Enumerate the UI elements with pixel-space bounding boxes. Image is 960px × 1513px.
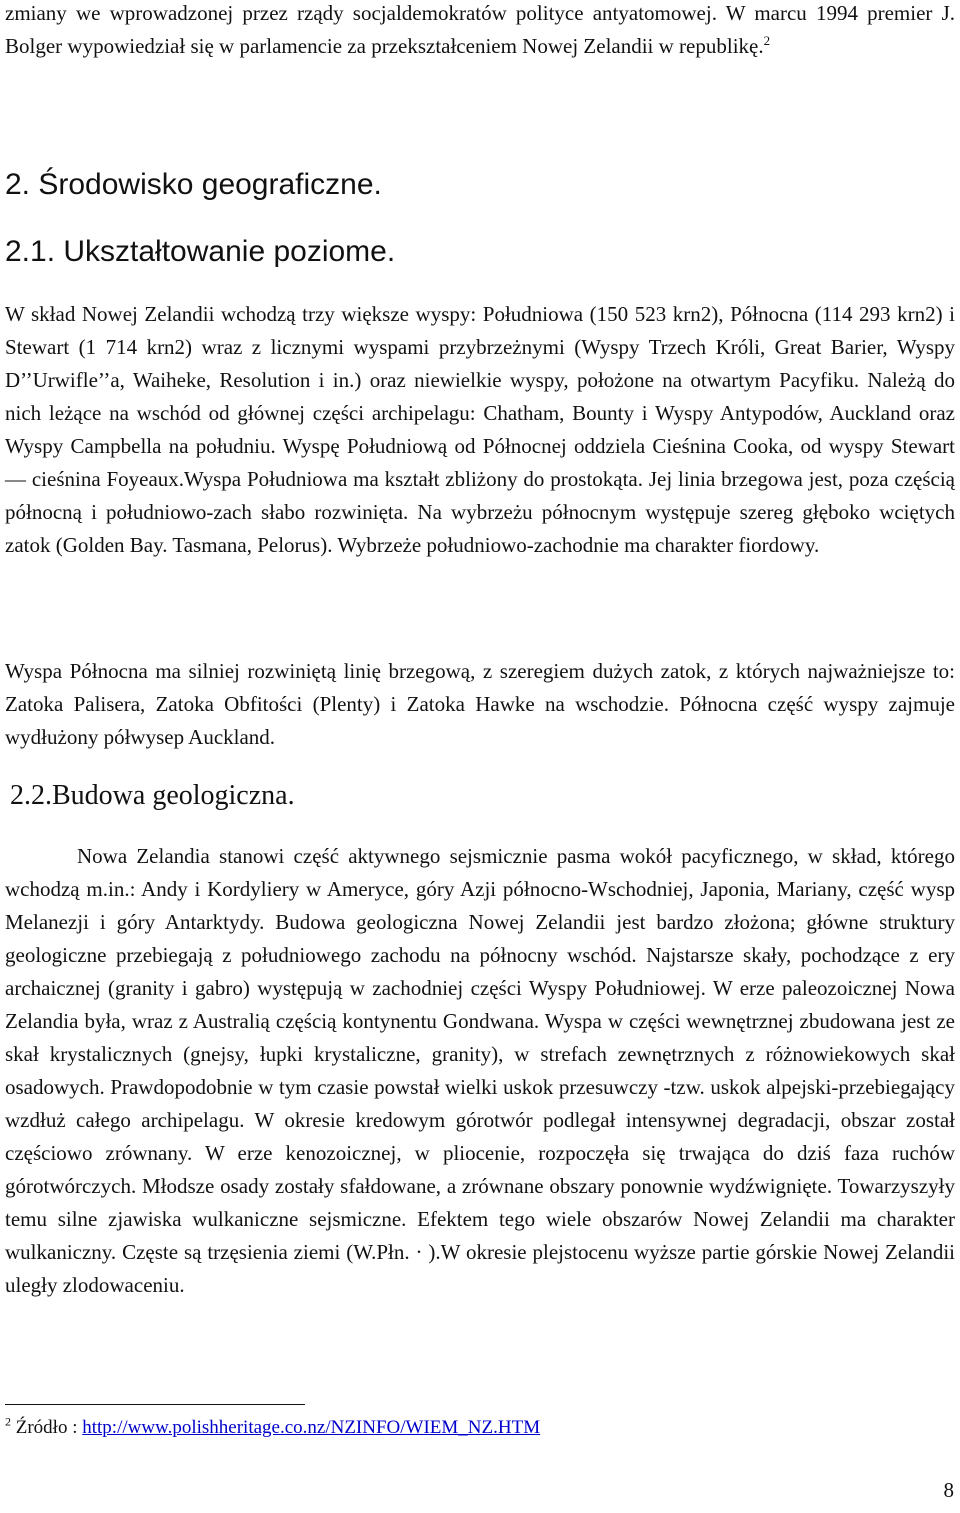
footnote-source-link[interactable]: http://www.polishheritage.co.nz/NZINFO/WIEM_NZ.HTM (82, 1417, 541, 1438)
footnote-separator (5, 1404, 305, 1405)
footnote (5, 1415, 540, 1441)
page-number: 8 (943, 1478, 954, 1502)
footnote-label: Źródło : (15, 1417, 83, 1438)
intro-text: zmiany we wprowadzonej przez rządy socjaldemokratów polityce antyatomowej. W marcu 1994 premier J. Bolger wypowiedział się w parlamencie za przekształceniem Nowej Zelandii w republikę. (5, 1, 955, 58)
subsection-heading-horizontal-formation: 2.1. Ukształtowanie poziome. (5, 235, 396, 268)
paragraph-geology-text: Nowa Zelandia stanowi część aktywnego sejsmicznie pasma wokół pacyficznego, w skład, którego wchodzą m.in.: Andy i Kordyliery w Ameryce, góry Azji północno-Wschodniej, Japonia, Mariany, część wysp Melanezji i góry Antarktydy. Budowa geologiczna Nowej Zelandii jest bardzo złożona; główne struktury geologiczne przebiegają z południowego zachodu na północny wschód. Najstarsze skały, pochodzące z ery archaicznej (granity i gabro) występują w zachodniej części Wyspy Południowej. W erze paleozoicznej Nowa Zelandia była, wraz z Australią częścią kontynentu Gondwana. Wyspa w części wewnętrznej zbudowana jest ze skał krystalicznych (gnejsy, łupki krystaliczne, granity), w strefach zewnętrznych z różnowiekowych skał osadowych. Prawdopodobnie w tym czasie powstał wielki uskok przesuwczy -tzw. uskok alpejski-przebiegający wzdłuż całego archipelagu. W okresie kredowym górotwór podlegał intensywnej degradacji, obszar został częściowo zrównany. W erze kenozoicznej, w pliocenie, rozpoczęła się trwająca do dziś faza ruchów górotwórczych. Młodsze osady zostały sfałdowane, a zrównane obszary ponownie wydźwignięte. Towarzyszyły temu silne zjawiska wulkaniczne sejsmiczne. Efektem tego wiele obszarów Nowej Zelandii ma charakter wulkaniczny. Częste są trzęsienia ziemi (W.Płn. · ).W okresie plejstocenu wyższe partie górskie Nowej Zelandii uległy zlodowaceniu. (5, 844, 955, 1297)
paragraph-north-island: Wyspa Północna ma silniej rozwiniętą linię brzegową, z szeregiem dużych zatok, z których najważniejsze to: Zatoka Palisera, Zatoka Obfitości (Plenty) i Zatoka Hawke na wschodzie. Północna część wyspy zajmuje wydłużony półwysep Auckland. (5, 659, 955, 749)
paragraph-geology (5, 840, 955, 1302)
intro-paragraph (5, 0, 955, 63)
footnote-number: 2 (5, 1414, 11, 1429)
footnote-reference[interactable]: 2 (763, 33, 771, 48)
paragraph-islands: W skład Nowej Zelandii wchodzą trzy większe wyspy: Południowa (150 523 krn2), Północna (114 293 krn2) i Stewart (1 714 krn2) wraz z licznymi wyspami przybrzeżnymi (Wyspy Trzech Króli, Great Barier, Wyspy D’’Urwifle’’a, Waiheke, Resolution i in.) oraz niewielkie wyspy, położone na otwartym Pacyfiku. Należą do nich leżące na wschód od głównej części archipelagu: Chatham, Bounty i Wyspy Antypodów, Auckland oraz Wyspy Campbella na południu. Wyspę Południową od Północnej oddziela Cieśnina Cooka, od wyspy Stewart — cieśnina Foyeaux.Wyspa Południowa ma kształt zbliżony do prostokąta. Jej linia brzegowa jest, poza częścią północną i południowo-zach słabo rozwinięta. Na wybrzeżu północnym występuje szereg głęboko wciętych zatok (Golden Bay. Tasmana, Pelorus). Wybrzeże południowo-zachodnie ma charakter fiordowy. (5, 302, 955, 557)
section-heading: 2. Środowisko geograficzne. (5, 168, 382, 201)
subsection-heading-geology: 2.2.Budowa geologiczna. (10, 780, 295, 811)
